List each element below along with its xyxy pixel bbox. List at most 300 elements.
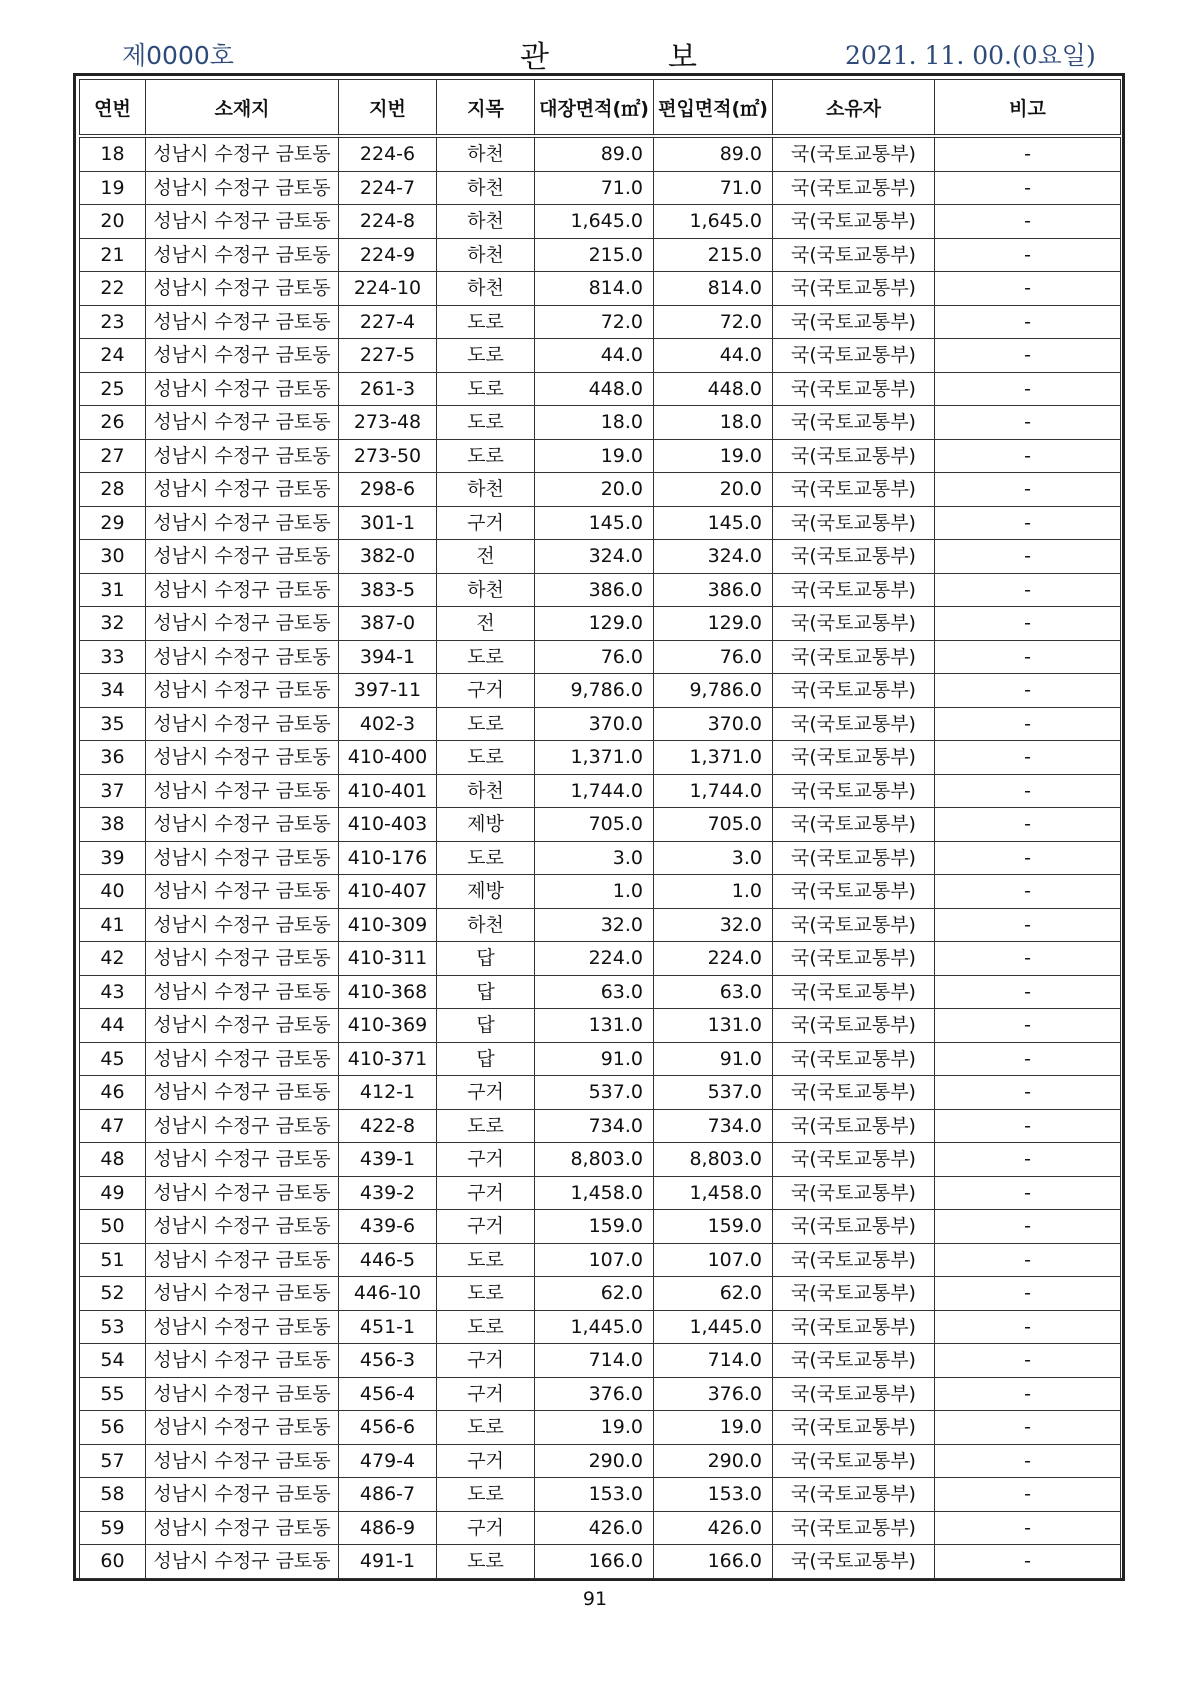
cell-col-owner: 국(국토교통부)	[773, 841, 935, 875]
table-row	[80, 406, 1121, 440]
cell-col-register-area: 159.0	[535, 1210, 654, 1244]
cell-col-seq: 57	[80, 1444, 146, 1478]
table-row	[80, 1277, 1121, 1311]
table-row	[80, 372, 1121, 406]
cell-col-register-area: 129.0	[535, 607, 654, 641]
table-header-row	[80, 80, 1121, 137]
cell-col-owner: 국(국토교통부)	[773, 1444, 935, 1478]
cell-col-incorporated-area: 714.0	[654, 1344, 773, 1378]
cell-col-remarks: -	[935, 1310, 1121, 1344]
issue-number: 제0000호	[122, 41, 234, 70]
cell-col-lot-number: 382-0	[339, 540, 437, 574]
cell-col-incorporated-area: 166.0	[654, 1545, 773, 1579]
table-row	[80, 808, 1121, 842]
table-row	[80, 1344, 1121, 1378]
header-col-land-category: 지목	[437, 80, 535, 137]
cell-col-incorporated-area: 814.0	[654, 272, 773, 306]
cell-col-owner: 국(국토교통부)	[773, 1277, 935, 1311]
cell-col-remarks: -	[935, 875, 1121, 909]
cell-col-remarks: -	[935, 1143, 1121, 1177]
cell-col-owner: 국(국토교통부)	[773, 607, 935, 641]
cell-col-lot-number: 273-48	[339, 406, 437, 440]
cell-col-register-area: 20.0	[535, 473, 654, 507]
cell-col-lot-number: 451-1	[339, 1310, 437, 1344]
cell-col-location: 성남시 수정구 금토동	[146, 1076, 339, 1110]
cell-col-register-area: 145.0	[535, 506, 654, 540]
cell-col-remarks: -	[935, 1277, 1121, 1311]
cell-col-register-area: 734.0	[535, 1109, 654, 1143]
table-row	[80, 640, 1121, 674]
table-row	[80, 774, 1121, 808]
cell-col-location: 성남시 수정구 금토동	[146, 808, 339, 842]
cell-col-owner: 국(국토교통부)	[773, 1143, 935, 1177]
cell-col-register-area: 290.0	[535, 1444, 654, 1478]
cell-col-remarks: -	[935, 1210, 1121, 1244]
table-row	[80, 1210, 1121, 1244]
cell-col-incorporated-area: 3.0	[654, 841, 773, 875]
cell-col-remarks: -	[935, 171, 1121, 205]
cell-col-land-category: 도로	[437, 1545, 535, 1579]
cell-col-owner: 국(국토교통부)	[773, 439, 935, 473]
cell-col-owner: 국(국토교통부)	[773, 136, 935, 171]
cell-col-location: 성남시 수정구 금토동	[146, 1176, 339, 1210]
cell-col-register-area: 107.0	[535, 1243, 654, 1277]
cell-col-seq: 55	[80, 1377, 146, 1411]
cell-col-land-category: 구거	[437, 1076, 535, 1110]
cell-col-incorporated-area: 215.0	[654, 238, 773, 272]
cell-col-land-category: 하천	[437, 238, 535, 272]
cell-col-lot-number: 446-10	[339, 1277, 437, 1311]
table-row	[80, 1444, 1121, 1478]
cell-col-location: 성남시 수정구 금토동	[146, 1243, 339, 1277]
cell-col-location: 성남시 수정구 금토동	[146, 573, 339, 607]
cell-col-seq: 44	[80, 1009, 146, 1043]
cell-col-seq: 51	[80, 1243, 146, 1277]
cell-col-owner: 국(국토교통부)	[773, 573, 935, 607]
table-row	[80, 1009, 1121, 1043]
cell-col-land-category: 도로	[437, 339, 535, 373]
cell-col-location: 성남시 수정구 금토동	[146, 439, 339, 473]
cell-col-incorporated-area: 19.0	[654, 1411, 773, 1445]
cell-col-location: 성남시 수정구 금토동	[146, 1545, 339, 1579]
cell-col-land-category: 하천	[437, 573, 535, 607]
cell-col-register-area: 1,458.0	[535, 1176, 654, 1210]
table-row	[80, 171, 1121, 205]
cell-col-land-category: 하천	[437, 473, 535, 507]
cell-col-lot-number: 298-6	[339, 473, 437, 507]
cell-col-incorporated-area: 1,744.0	[654, 774, 773, 808]
cell-col-lot-number: 456-4	[339, 1377, 437, 1411]
table-row	[80, 1042, 1121, 1076]
cell-col-lot-number: 387-0	[339, 607, 437, 641]
cell-col-land-category: 전	[437, 540, 535, 574]
cell-col-register-area: 370.0	[535, 707, 654, 741]
cell-col-remarks: -	[935, 1344, 1121, 1378]
cell-col-seq: 20	[80, 205, 146, 239]
cell-col-register-area: 537.0	[535, 1076, 654, 1110]
cell-col-incorporated-area: 1,445.0	[654, 1310, 773, 1344]
cell-col-incorporated-area: 107.0	[654, 1243, 773, 1277]
cell-col-location: 성남시 수정구 금토동	[146, 875, 339, 909]
cell-col-register-area: 71.0	[535, 171, 654, 205]
cell-col-seq: 38	[80, 808, 146, 842]
cell-col-remarks: -	[935, 1076, 1121, 1110]
table-row	[80, 238, 1121, 272]
cell-col-incorporated-area: 153.0	[654, 1478, 773, 1512]
cell-col-seq: 41	[80, 908, 146, 942]
cell-col-location: 성남시 수정구 금토동	[146, 1042, 339, 1076]
cell-col-seq: 23	[80, 305, 146, 339]
cell-col-incorporated-area: 705.0	[654, 808, 773, 842]
cell-col-land-category: 도로	[437, 372, 535, 406]
cell-col-owner: 국(국토교통부)	[773, 741, 935, 775]
cell-col-owner: 국(국토교통부)	[773, 1310, 935, 1344]
cell-col-owner: 국(국토교통부)	[773, 1109, 935, 1143]
table-row	[80, 205, 1121, 239]
cell-col-incorporated-area: 734.0	[654, 1109, 773, 1143]
cell-col-land-category: 하천	[437, 774, 535, 808]
cell-col-location: 성남시 수정구 금토동	[146, 1344, 339, 1378]
cell-col-incorporated-area: 1.0	[654, 875, 773, 909]
cell-col-remarks: -	[935, 1042, 1121, 1076]
cell-col-register-area: 1,744.0	[535, 774, 654, 808]
cell-col-owner: 국(국토교통부)	[773, 1411, 935, 1445]
cell-col-incorporated-area: 129.0	[654, 607, 773, 641]
cell-col-incorporated-area: 44.0	[654, 339, 773, 373]
cell-col-owner: 국(국토교통부)	[773, 473, 935, 507]
table-row	[80, 1511, 1121, 1545]
cell-col-remarks: -	[935, 607, 1121, 641]
cell-col-incorporated-area: 145.0	[654, 506, 773, 540]
cell-col-remarks: -	[935, 707, 1121, 741]
cell-col-remarks: -	[935, 1109, 1121, 1143]
table-body	[80, 136, 1121, 1578]
cell-col-incorporated-area: 1,645.0	[654, 205, 773, 239]
cell-col-incorporated-area: 89.0	[654, 136, 773, 171]
cell-col-register-area: 9,786.0	[535, 674, 654, 708]
header-col-owner: 소유자	[773, 80, 935, 137]
cell-col-lot-number: 410-403	[339, 808, 437, 842]
cell-col-remarks: -	[935, 1478, 1121, 1512]
cell-col-location: 성남시 수정구 금토동	[146, 1109, 339, 1143]
cell-col-remarks: -	[935, 506, 1121, 540]
table-row	[80, 607, 1121, 641]
cell-col-seq: 39	[80, 841, 146, 875]
table-row	[80, 841, 1121, 875]
cell-col-incorporated-area: 72.0	[654, 305, 773, 339]
cell-col-remarks: -	[935, 305, 1121, 339]
cell-col-owner: 국(국토교통부)	[773, 540, 935, 574]
cell-col-seq: 30	[80, 540, 146, 574]
table-row	[80, 339, 1121, 373]
cell-col-seq: 18	[80, 136, 146, 171]
cell-col-lot-number: 422-8	[339, 1109, 437, 1143]
cell-col-register-area: 1,645.0	[535, 205, 654, 239]
cell-col-register-area: 72.0	[535, 305, 654, 339]
cell-col-land-category: 답	[437, 1009, 535, 1043]
cell-col-incorporated-area: 18.0	[654, 406, 773, 440]
cell-col-seq: 54	[80, 1344, 146, 1378]
cell-col-incorporated-area: 76.0	[654, 640, 773, 674]
cell-col-remarks: -	[935, 808, 1121, 842]
cell-col-lot-number: 410-401	[339, 774, 437, 808]
table-row	[80, 707, 1121, 741]
land-parcel-table	[79, 79, 1121, 1579]
cell-col-owner: 국(국토교통부)	[773, 372, 935, 406]
page-number: 91	[582, 1588, 608, 1610]
cell-col-lot-number: 456-6	[339, 1411, 437, 1445]
cell-col-seq: 35	[80, 707, 146, 741]
cell-col-register-area: 376.0	[535, 1377, 654, 1411]
cell-col-register-area: 32.0	[535, 908, 654, 942]
cell-col-remarks: -	[935, 774, 1121, 808]
gazette-title-second: 보	[668, 40, 697, 75]
cell-col-location: 성남시 수정구 금토동	[146, 1444, 339, 1478]
table-row	[80, 573, 1121, 607]
cell-col-remarks: -	[935, 1444, 1121, 1478]
cell-col-seq: 49	[80, 1176, 146, 1210]
cell-col-lot-number: 410-311	[339, 942, 437, 976]
cell-col-seq: 56	[80, 1411, 146, 1445]
cell-col-incorporated-area: 426.0	[654, 1511, 773, 1545]
cell-col-remarks: -	[935, 136, 1121, 171]
cell-col-remarks: -	[935, 908, 1121, 942]
cell-col-seq: 21	[80, 238, 146, 272]
cell-col-location: 성남시 수정구 금토동	[146, 272, 339, 306]
cell-col-remarks: -	[935, 1545, 1121, 1579]
cell-col-seq: 36	[80, 741, 146, 775]
table-row	[80, 1310, 1121, 1344]
cell-col-remarks: -	[935, 406, 1121, 440]
cell-col-incorporated-area: 32.0	[654, 908, 773, 942]
cell-col-lot-number: 446-5	[339, 1243, 437, 1277]
cell-col-seq: 31	[80, 573, 146, 607]
cell-col-location: 성남시 수정구 금토동	[146, 841, 339, 875]
cell-col-location: 성남시 수정구 금토동	[146, 305, 339, 339]
cell-col-remarks: -	[935, 473, 1121, 507]
cell-col-register-area: 44.0	[535, 339, 654, 373]
cell-col-lot-number: 227-5	[339, 339, 437, 373]
cell-col-location: 성남시 수정구 금토동	[146, 1009, 339, 1043]
cell-col-land-category: 구거	[437, 506, 535, 540]
cell-col-owner: 국(국토교통부)	[773, 1042, 935, 1076]
cell-col-lot-number: 439-6	[339, 1210, 437, 1244]
cell-col-remarks: -	[935, 1243, 1121, 1277]
cell-col-location: 성남시 수정구 금토동	[146, 205, 339, 239]
cell-col-remarks: -	[935, 372, 1121, 406]
cell-col-land-category: 도로	[437, 406, 535, 440]
cell-col-owner: 국(국토교통부)	[773, 1545, 935, 1579]
cell-col-land-category: 도로	[437, 439, 535, 473]
cell-col-remarks: -	[935, 1411, 1121, 1445]
cell-col-register-area: 224.0	[535, 942, 654, 976]
cell-col-land-category: 구거	[437, 1377, 535, 1411]
cell-col-land-category: 구거	[437, 1344, 535, 1378]
cell-col-lot-number: 410-407	[339, 875, 437, 909]
cell-col-register-area: 448.0	[535, 372, 654, 406]
cell-col-register-area: 18.0	[535, 406, 654, 440]
cell-col-seq: 50	[80, 1210, 146, 1244]
cell-col-register-area: 19.0	[535, 1411, 654, 1445]
cell-col-owner: 국(국토교통부)	[773, 975, 935, 1009]
table-row	[80, 272, 1121, 306]
cell-col-lot-number: 227-4	[339, 305, 437, 339]
cell-col-incorporated-area: 20.0	[654, 473, 773, 507]
cell-col-incorporated-area: 1,458.0	[654, 1176, 773, 1210]
cell-col-remarks: -	[935, 339, 1121, 373]
cell-col-owner: 국(국토교통부)	[773, 1243, 935, 1277]
cell-col-incorporated-area: 324.0	[654, 540, 773, 574]
cell-col-remarks: -	[935, 1176, 1121, 1210]
cell-col-seq: 29	[80, 506, 146, 540]
cell-col-seq: 43	[80, 975, 146, 1009]
cell-col-lot-number: 439-1	[339, 1143, 437, 1177]
cell-col-owner: 국(국토교통부)	[773, 707, 935, 741]
cell-col-land-category: 하천	[437, 205, 535, 239]
cell-col-incorporated-area: 8,803.0	[654, 1143, 773, 1177]
cell-col-location: 성남시 수정구 금토동	[146, 136, 339, 171]
cell-col-land-category: 답	[437, 975, 535, 1009]
cell-col-remarks: -	[935, 640, 1121, 674]
cell-col-lot-number: 224-9	[339, 238, 437, 272]
cell-col-land-category: 하천	[437, 136, 535, 171]
cell-col-location: 성남시 수정구 금토동	[146, 506, 339, 540]
cell-col-location: 성남시 수정구 금토동	[146, 774, 339, 808]
cell-col-land-category: 구거	[437, 1511, 535, 1545]
cell-col-register-area: 1,371.0	[535, 741, 654, 775]
cell-col-location: 성남시 수정구 금토동	[146, 1143, 339, 1177]
cell-col-land-category: 구거	[437, 674, 535, 708]
cell-col-lot-number: 224-8	[339, 205, 437, 239]
cell-col-land-category: 도로	[437, 640, 535, 674]
cell-col-lot-number: 402-3	[339, 707, 437, 741]
cell-col-lot-number: 383-5	[339, 573, 437, 607]
cell-col-owner: 국(국토교통부)	[773, 171, 935, 205]
cell-col-land-category: 하천	[437, 272, 535, 306]
table-row	[80, 506, 1121, 540]
cell-col-lot-number: 261-3	[339, 372, 437, 406]
cell-col-register-area: 153.0	[535, 1478, 654, 1512]
cell-col-land-category: 구거	[437, 1176, 535, 1210]
cell-col-seq: 25	[80, 372, 146, 406]
cell-col-seq: 46	[80, 1076, 146, 1110]
cell-col-location: 성남시 수정구 금토동	[146, 1411, 339, 1445]
cell-col-location: 성남시 수정구 금토동	[146, 473, 339, 507]
header-col-seq: 연번	[80, 80, 146, 137]
cell-col-register-area: 714.0	[535, 1344, 654, 1378]
cell-col-remarks: -	[935, 942, 1121, 976]
cell-col-land-category: 도로	[437, 1411, 535, 1445]
table-row	[80, 1545, 1121, 1579]
cell-col-land-category: 답	[437, 1042, 535, 1076]
cell-col-land-category: 하천	[437, 908, 535, 942]
cell-col-lot-number: 456-3	[339, 1344, 437, 1378]
table-row	[80, 674, 1121, 708]
table-row	[80, 875, 1121, 909]
cell-col-lot-number: 486-7	[339, 1478, 437, 1512]
cell-col-remarks: -	[935, 540, 1121, 574]
cell-col-lot-number: 479-4	[339, 1444, 437, 1478]
cell-col-owner: 국(국토교통부)	[773, 774, 935, 808]
cell-col-incorporated-area: 448.0	[654, 372, 773, 406]
cell-col-land-category: 구거	[437, 1210, 535, 1244]
cell-col-register-area: 215.0	[535, 238, 654, 272]
cell-col-owner: 국(국토교통부)	[773, 875, 935, 909]
cell-col-register-area: 8,803.0	[535, 1143, 654, 1177]
cell-col-owner: 국(국토교통부)	[773, 908, 935, 942]
cell-col-location: 성남시 수정구 금토동	[146, 674, 339, 708]
gazette-header	[0, 28, 1190, 78]
cell-col-incorporated-area: 19.0	[654, 439, 773, 473]
cell-col-lot-number: 410-400	[339, 741, 437, 775]
cell-col-remarks: -	[935, 439, 1121, 473]
table-row	[80, 136, 1121, 171]
cell-col-lot-number: 394-1	[339, 640, 437, 674]
cell-col-incorporated-area: 91.0	[654, 1042, 773, 1076]
cell-col-owner: 국(국토교통부)	[773, 808, 935, 842]
cell-col-lot-number: 224-10	[339, 272, 437, 306]
cell-col-owner: 국(국토교통부)	[773, 1478, 935, 1512]
cell-col-incorporated-area: 9,786.0	[654, 674, 773, 708]
cell-col-remarks: -	[935, 1009, 1121, 1043]
cell-col-seq: 27	[80, 439, 146, 473]
table-row	[80, 942, 1121, 976]
cell-col-owner: 국(국토교통부)	[773, 1210, 935, 1244]
table-row	[80, 473, 1121, 507]
table-row	[80, 908, 1121, 942]
cell-col-incorporated-area: 386.0	[654, 573, 773, 607]
cell-col-lot-number: 397-11	[339, 674, 437, 708]
cell-col-seq: 26	[80, 406, 146, 440]
cell-col-register-area: 62.0	[535, 1277, 654, 1311]
cell-col-owner: 국(국토교통부)	[773, 506, 935, 540]
cell-col-location: 성남시 수정구 금토동	[146, 339, 339, 373]
cell-col-seq: 24	[80, 339, 146, 373]
cell-col-owner: 국(국토교통부)	[773, 640, 935, 674]
cell-col-lot-number: 224-6	[339, 136, 437, 171]
cell-col-register-area: 705.0	[535, 808, 654, 842]
cell-col-location: 성남시 수정구 금토동	[146, 372, 339, 406]
cell-col-seq: 45	[80, 1042, 146, 1076]
cell-col-location: 성남시 수정구 금토동	[146, 1310, 339, 1344]
cell-col-land-category: 도로	[437, 1243, 535, 1277]
cell-col-remarks: -	[935, 238, 1121, 272]
cell-col-location: 성남시 수정구 금토동	[146, 1377, 339, 1411]
cell-col-owner: 국(국토교통부)	[773, 674, 935, 708]
cell-col-land-category: 도로	[437, 1310, 535, 1344]
table-row	[80, 741, 1121, 775]
header-col-incorporated-area: 편입면적(㎡)	[654, 80, 773, 137]
cell-col-lot-number: 273-50	[339, 439, 437, 473]
cell-col-land-category: 구거	[437, 1143, 535, 1177]
cell-col-land-category: 제방	[437, 875, 535, 909]
cell-col-land-category: 하천	[437, 171, 535, 205]
cell-col-seq: 60	[80, 1545, 146, 1579]
cell-col-remarks: -	[935, 841, 1121, 875]
cell-col-register-area: 76.0	[535, 640, 654, 674]
cell-col-owner: 국(국토교통부)	[773, 205, 935, 239]
cell-col-lot-number: 301-1	[339, 506, 437, 540]
cell-col-register-area: 19.0	[535, 439, 654, 473]
cell-col-lot-number: 410-368	[339, 975, 437, 1009]
cell-col-land-category: 구거	[437, 1444, 535, 1478]
cell-col-register-area: 426.0	[535, 1511, 654, 1545]
table-row	[80, 1143, 1121, 1177]
cell-col-owner: 국(국토교통부)	[773, 305, 935, 339]
cell-col-seq: 48	[80, 1143, 146, 1177]
cell-col-register-area: 324.0	[535, 540, 654, 574]
cell-col-lot-number: 491-1	[339, 1545, 437, 1579]
